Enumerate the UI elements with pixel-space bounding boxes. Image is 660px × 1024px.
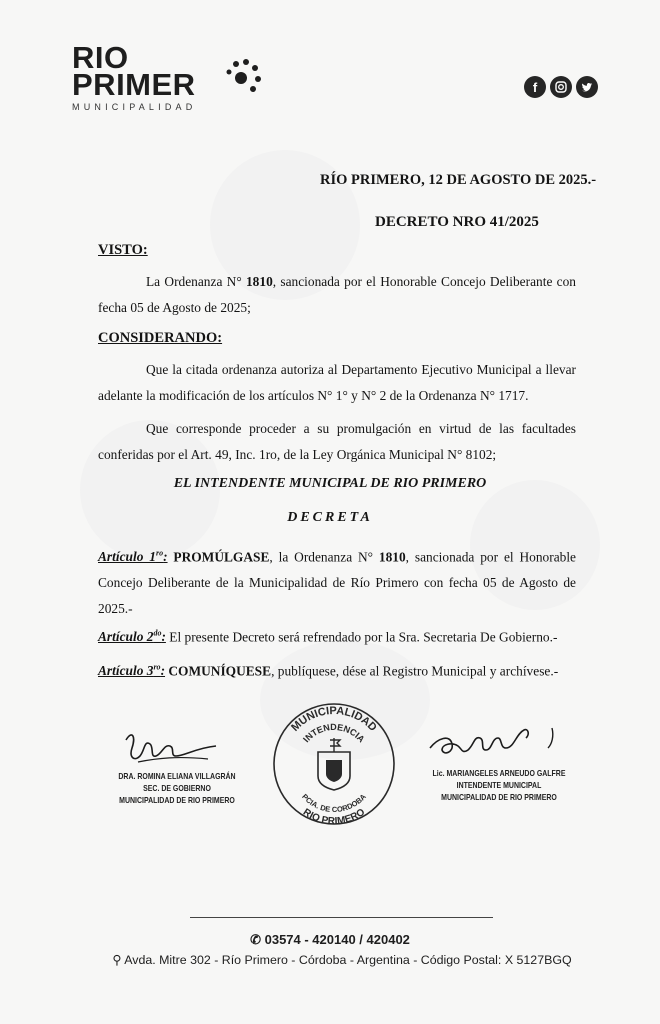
intendente-heading: EL INTENDENTE MUNICIPAL DE RIO PRIMERO	[173, 476, 487, 491]
instagram-icon[interactable]	[550, 76, 572, 98]
visto-heading: VISTO:	[98, 242, 148, 258]
footer-divider	[190, 917, 493, 918]
social-icons	[524, 76, 598, 98]
decree-title: DECRETO NRO 41/2025	[375, 214, 539, 230]
article-3-label: Artículo $3^{ro}$:	[98, 663, 166, 679]
article-2: Artículo $2^{do}$: El presente Decreto será refrendado por la Sra. Secretaria De Gobierno.-	[98, 629, 558, 645]
considerando-heading: CONSIDERANDO:	[98, 330, 223, 346]
municipality-logo	[72, 40, 197, 112]
logo-line-1: RIO	[72, 40, 129, 75]
svg-text:INTENDENCIA: INTENDENCIA	[301, 721, 367, 745]
article-3: Artículo $3^{ro}$: COMUNÍQUESE, publíquese, dése al Registro Municipal y archívese.-	[98, 663, 559, 679]
article-1-label: Artículo $1^{ro}$:	[98, 549, 168, 565]
official-seal-stamp	[270, 700, 398, 828]
twitter-icon[interactable]	[576, 76, 598, 98]
signature-left-icon	[118, 718, 228, 778]
article-2-label: Artículo $2^{do}$:	[98, 629, 166, 645]
considerando-paragraph-1: Que la citada ordenanza autoriza al Departamento Ejecutivo Municipal a llevar adelante la modificación de los artículos N° 1° y N° 2 de la Ordenanza N° 1717.	[98, 362, 576, 403]
svg-text:RIO PRIMERO: RIO PRIMERO	[300, 806, 368, 828]
considerando-paragraph-2: Que corresponde proceder a su promulgación en virtud de las facultades conferidas por el Art. 49, Inc. 1ro, de la Ley Orgánica Municipal N° 8102;	[98, 421, 576, 462]
facebook-icon[interactable]: f	[524, 76, 546, 98]
svg-text:MUNICIPALIDAD: MUNICIPALIDAD	[289, 704, 379, 734]
location-pin-icon: ⚲	[112, 953, 122, 967]
phone-icon: ✆	[250, 932, 261, 947]
logo-subtitle: MUNICIPALIDAD	[72, 102, 197, 112]
signature-left-block: DRA. ROMINA ELIANA VILLAGRÁN SEC. DE GOBIERNO MUNICIPALIDAD DE RIO PRIMERO	[118, 771, 236, 805]
footer-address: ⚲ Avda. Mitre 302 - Río Primero - Córdoba - Argentina - Código Postal: X 5127BGQ	[112, 953, 572, 967]
visto-paragraph: La Ordenanza N° 1810, sancionada por el Honorable Concejo Deliberante con fecha 05 de Agosto de 2025;	[98, 274, 576, 315]
svg-text:PCIA. DE CORDOBA: PCIA. DE CORDOBA	[300, 792, 368, 815]
footer-phone: ✆ 03574 - 420140 / 420402	[250, 932, 410, 947]
decreta-heading: DECRETA	[287, 510, 373, 525]
logo-line-2: PRIMER	[72, 67, 196, 102]
logo-sun-icon	[224, 56, 264, 96]
article-1: Artículo $1^{ro}$: PROMÚLGASE, la Ordenanza N° 1810, sancionada por el Honorable Concejo Deliberante de la Municipalidad de Río Primero con fecha 05 de Agosto de 2025.-	[98, 549, 576, 617]
signature-right-block: Lic. MARIANGELES ARNEUDO GALFRE INTENDENTE MUNICIPAL MUNICIPALIDAD DE RIO PRIMERO	[432, 768, 566, 802]
signature-right-icon	[424, 712, 574, 772]
document-date: RÍO PRIMERO, 12 DE AGOSTO DE 2025.-	[320, 172, 597, 188]
